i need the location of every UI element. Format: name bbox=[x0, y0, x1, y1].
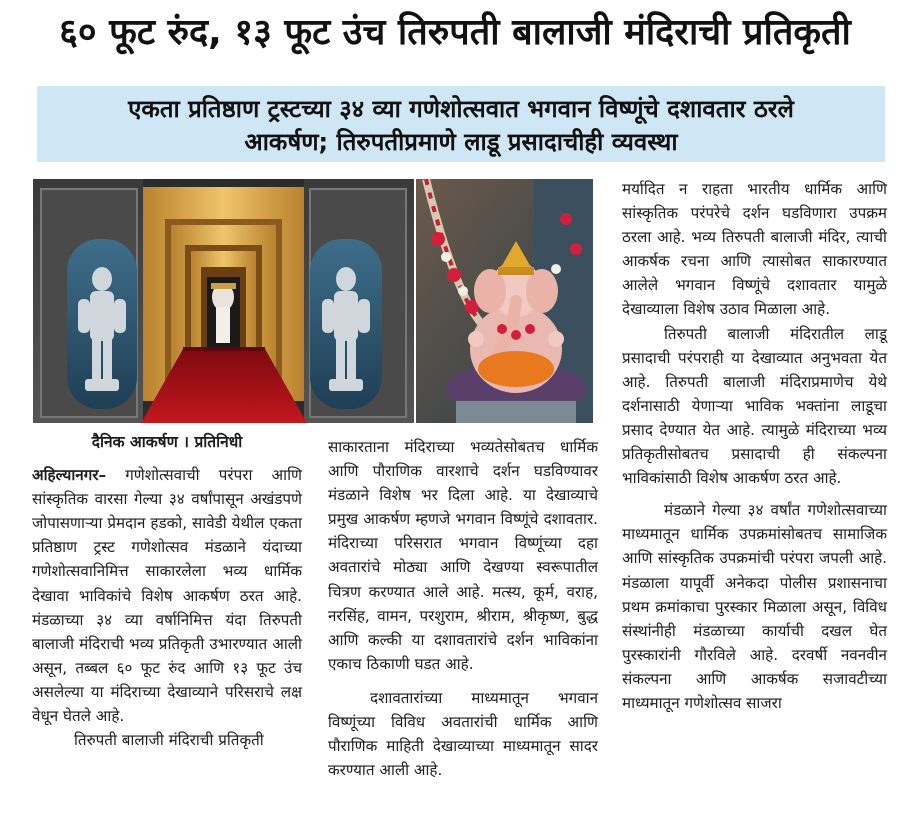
byline: दैनिक आकर्षण । प्रतिनिधी bbox=[91, 433, 243, 451]
ganesh-idol-photo bbox=[416, 179, 593, 423]
article-paragraph: मर्यादित न राहता भारतीय धार्मिक आणि सांस्कृतिक परंपरेचे दर्शन घडविणारा उपक्रम ठरला आहे. भव्य तिरुपती बालाजी मंदिर, त्याची आकर्षक रचना आणि त्यासोबत साकारण्यात आलेले भगवान विष्णूंचे दशावतार यामुळे देखाव्याला विशेष उठाव मिळाला आहे. bbox=[622, 180, 887, 319]
article-paragraph bbox=[32, 463, 302, 728]
paragraph-text: गणेशोत्सवाची परंपरा आणि सांस्कृतिक वारसा गेल्या ३४ वर्षांपासून अखंडपणे जोपासणाऱ्या प्रेमदान हडको, सावेडी येथील एकता प्रतिष्ठाण ट्रस्ट गणेशोत्सव मंडळाने यंदाच्या गणेशोत्सवानिमित्त साकारलेला भव्य धार्मिक देखावा भाविकांचे विशेष आकर्षण ठरत आहे. मंडळाच्या ३४ व्या वर्षानिमित्त यंदा तिरुपती बालाजी मंदिराची भव्य प्रतिकृती उभारण्यात आली असून, तब्बल ६० फूट रुंद आणि १३ फूट उंच असलेल्या या मंदिराच्या देखाव्याने परिसराचे लक्ष वेधून घेतले आहे. bbox=[32, 466, 302, 726]
temple-replica-photo bbox=[33, 179, 414, 423]
article-column-1 bbox=[32, 430, 302, 752]
dateline: अहिल्यानगर– bbox=[32, 466, 107, 485]
article-paragraph: तिरुपती बालाजी मंदिराची प्रतिकृती bbox=[74, 731, 264, 750]
article-paragraph: तिरुपती बालाजी मंदिरातील लाडू प्रसादाची परंपराही या देखाव्यात अनुभवता येत आहे. तिरुपती बालाजी मंदिराप्रमाणेच येथे दर्शनासाठी येणाऱ्या भाविक भक्तांना लाडूचा प्रसाद देण्यात येत आहे. त्यामुळे मंदिराच्या भव्य प्रतिकृतीसोबतच प्रसादाची ही संकल्पना भाविकांसाठी विशेष आकर्षण ठरत आहे. bbox=[622, 324, 887, 488]
article-column-2 bbox=[328, 435, 598, 782]
article-paragraph: साकारताना मंदिराच्या भव्यतेसोबतच धार्मिक आणि पौराणिक वारशाचे दर्शन घडविण्यावर मंडळाने विशेष भर दिला आहे. या देखाव्याचे प्रमुख आकर्षण म्हणजे भगवान विष्णूंचे दशावतार. मंदिराच्या परिसरात भगवान विष्णूंच्या दहा अवतारांचे मोठ्या आणि देखण्या स्वरूपातील चित्रण करण्यात आले आहे. मत्स्य, कूर्म, वराह, नरसिंह, वामन, परशुराम, श्रीराम, श्रीकृष्ण, बुद्ध आणि कल्की या दशावतारांचे दर्शन भाविकांना एकाच ठिकाणी घडत आहे. bbox=[328, 438, 598, 673]
subheadline-box bbox=[37, 86, 885, 162]
article-paragraph: दशावतारांच्या माध्यमातून भगवान विष्णूंच्या विविध अवतारांची धार्मिक आणि पौराणिक माहिती देखाव्याच्या माध्यमातून सादर करण्यात आली आहे. bbox=[328, 688, 598, 780]
article-column-3 bbox=[622, 177, 887, 715]
subheadline-line-1: एकता प्रतिष्ठाण ट्रस्टच्या ३४ व्या गणेशोत्सवात भगवान विष्णूंचे दशावतार ठरले bbox=[128, 95, 794, 123]
article-paragraph: मंडळाने गेल्या ३४ वर्षांत गणेशोत्सवाच्या माध्यमातून धार्मिक उपक्रमांसोबतच सामाजिक आणि सांस्कृतिक उपक्रमांची परंपरा जपली आहे. मंडळाला यापूर्वी अनेकदा पोलीस प्रशासनाचा प्रथम क्रमांकाचा पुरस्कार मिळाला असून, विविध संस्थांनीही मंडळाच्या कार्याची दखल घेत पुरस्कारांनी गौरविले आहे. दरवर्षी नवनवीन संकल्पना आणि आकर्षक सजावटीच्या माध्यमातून गणेशोत्सव साजरा bbox=[622, 501, 887, 712]
subheadline-line-2: आकर्षण; तिरुपतीप्रमाणे लाडू प्रसादाचीही व्यवस्था bbox=[244, 128, 678, 156]
headline: ६० फूट रुंद, १३ फूट उंच तिरुपती बालाजी मंदिराची प्रतिकृती bbox=[59, 12, 851, 53]
